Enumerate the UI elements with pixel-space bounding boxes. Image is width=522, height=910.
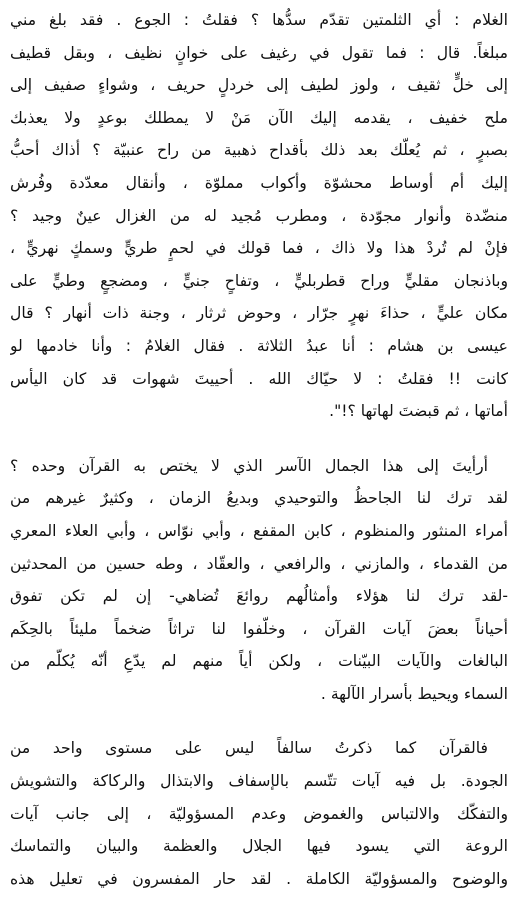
text-line: والتفكّك والالتباس والغموض وعدم المسؤوليّة ، إلى جانب آيات bbox=[10, 804, 508, 823]
text-line: مبلغاً. قال : فما تقول في رغيف على خوانٍ نظيف ، وبقل قطيف bbox=[10, 43, 508, 62]
text-line: إلى خلٍّ ثقيف ، ولوز لطيف إلى خردلٍ حريف ، وشواءٍ صفيف إلى bbox=[10, 76, 508, 95]
text-line: من القدماء ، والمازني ، والرافعي ، والعقّاد ، وطه حسين من المحدثين bbox=[10, 554, 508, 573]
text-line: البالغات والآيات البيّنات ، ولكن أياً منهم لم يدّعِ أنّه يُكلّم من bbox=[10, 652, 508, 671]
text-line: منضّدة وأنوار مجوّدة ، ومطرب مُجيد له من الغزال عينٌ وجيد ؟ bbox=[10, 206, 508, 225]
text-line: إليك أم أوساط محشوّة وأكواب مملوّة ، وأنقال معدّدة وفُرش bbox=[10, 173, 508, 192]
paragraph-literary-heritage bbox=[10, 450, 508, 711]
text-line: عيسى بن هشام : أنا عبدُ الثلاثة . فقال الغلامُ : وأنا خادمها لو bbox=[10, 336, 508, 355]
text-line: وباذنجان مقليٍّ وراح قطربليٍّ ، وتفاحٍ جنيٍّ ، ومضجعٍ وطيٍّ على bbox=[10, 271, 508, 290]
text-line: أمراء المنثور والمنظوم ، كابن المقفع ، وأبي نوّاس ، وأبي العلاء المعري bbox=[10, 521, 508, 540]
text-line: الروعة التي يسود فيها الجلال والعظمة والبيان والتماسك bbox=[10, 837, 508, 856]
text-line: مكان عليٍّ ، حذاءَ نهرٍ جرّار ، وحوض ثرثار ، وجنة ذات أنهار ؟ قال bbox=[10, 304, 508, 323]
text-line: فإنْ لم تُردْ هذا ولا ذاك ، فما قولك في لحمٍ طريٍّ وسمكٍ نهريٍّ ، bbox=[10, 239, 508, 258]
text-line: بصبرٍ ، ثم يُعلّك بعد ذلك بأقداح ذهبية من راح عنبيّة ؟ أذاك أحبُّ bbox=[10, 141, 508, 160]
text-line: ملح خفيف ، يقدمه إليك الآن مَنْ لا يمطلك بوعدٍ ولا يعذبك bbox=[10, 108, 508, 127]
text-line: أحياناً بعضَ آيات القرآن ، وخلّفوا لنا تراثاً ضخماً مليئاً بالحِكَم bbox=[10, 619, 508, 638]
text-line: أماتها ، ثم قبضتَ لهاتها ؟!". bbox=[329, 402, 508, 421]
paragraph-gap bbox=[10, 428, 508, 450]
text-line: أرأيتَ إلى هذا الجمال الآسر الذي لا يختص به القرآن وحده ؟ bbox=[10, 456, 488, 475]
text-line: فالقرآن كما ذكرتُ سالفاً ليس على مستوى واحد من bbox=[10, 739, 488, 758]
paragraph-gap bbox=[10, 710, 508, 732]
text-line: لقد ترك لنا الجاحظُ والتوحيدي وبديعُ الزمان ، وكثيرٌ غيرهم من bbox=[10, 489, 508, 508]
paragraph-quran-quality bbox=[10, 732, 508, 895]
text-line: والوضوح والمسؤوليّة الكاملة . لقد حار المفسرون في تعليل هذه bbox=[10, 869, 508, 888]
text-line: -لقد ترك لنا هؤلاء وأمثالُهم روائعَ تُضاهي- إن لم تكن تفوق bbox=[10, 587, 508, 606]
text-line: الغلام : أي الثلمتين تقدّم سدُّها ؟ فقلتُ : الجوع . فقد بلغ مني bbox=[10, 11, 508, 29]
text-line: الجودة. بل فيه آيات تتّسم بالإسفاف والابتذال والركاكة والتشويش bbox=[10, 772, 508, 791]
text-line: السماء ويحيط بأسرار الآلهة . bbox=[320, 684, 508, 703]
text-line: كانت !! فقلتُ : لا حيّاك الله . أحييتَ شهوات قد كان اليأس bbox=[10, 369, 508, 388]
paragraph-maqama-quote bbox=[10, 4, 508, 428]
